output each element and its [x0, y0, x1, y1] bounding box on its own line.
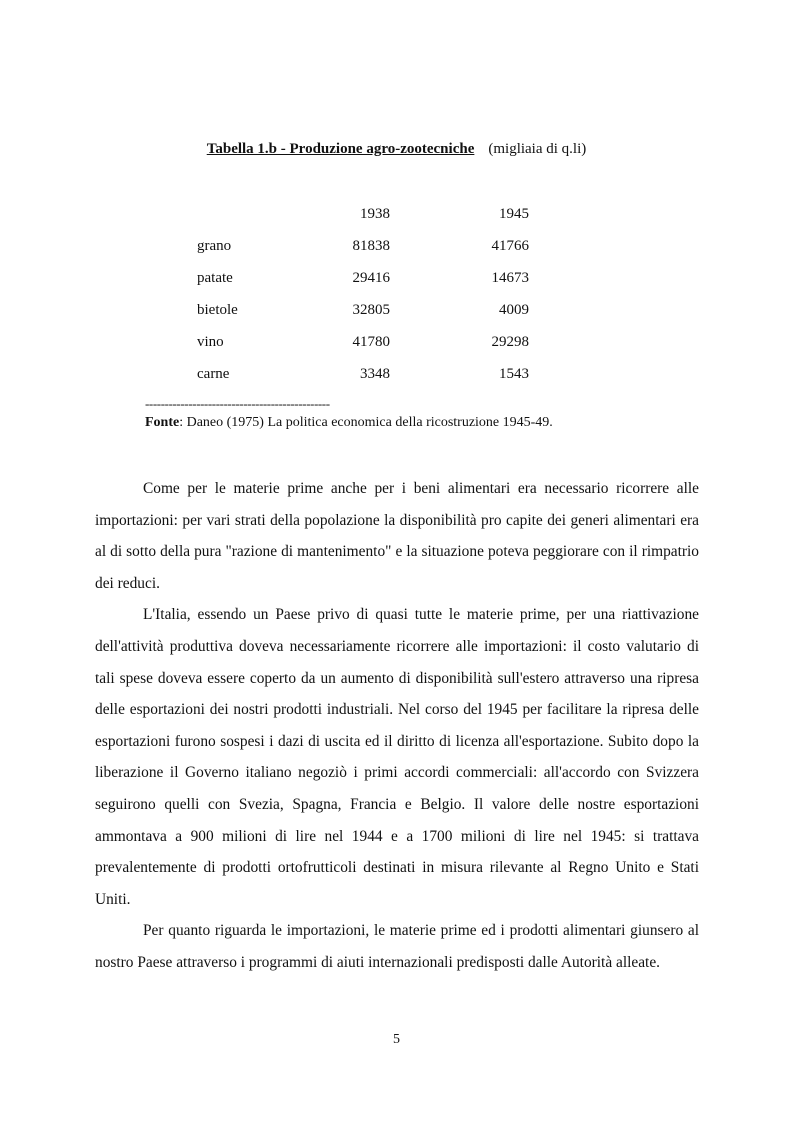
table-caption — [0, 141, 793, 158]
cell-grano-1945: 41766 — [491, 238, 529, 254]
cell-carne-1938: 3348 — [360, 366, 390, 382]
table-title: Tabella 1.b - Produzione agro-zootecniche — [206, 141, 475, 157]
table-source — [145, 415, 553, 431]
row-label-carne: carne — [197, 366, 230, 382]
source-label: Fonte — [145, 415, 180, 430]
column-header-1938: 1938 — [360, 206, 390, 222]
page-number: 5 — [393, 1032, 400, 1047]
cell-patate-1938: 29416 — [352, 270, 390, 286]
cell-vino-1945: 29298 — [491, 334, 529, 350]
row-label-bietole: bietole — [197, 302, 238, 318]
cell-patate-1945: 14673 — [491, 270, 529, 286]
cell-bietole-1938: 32805 — [352, 302, 390, 318]
paragraph-1: Come per le materie prime anche per i beni alimentari era necessario ricorrere alle importazioni: per vari strati della popolazione la disponibilità pro capite dei generi alimentari era al di sotto della pura "razione di mantenimento" e la situazione poteva peggiorare con il rimpatrio dei reduci. — [95, 480, 699, 592]
row-label-grano: grano — [197, 238, 232, 254]
paragraph-2: L'Italia, essendo un Paese privo di quasi tutte le materie prime, per una riattivazione dell'attività produttiva doveva necessariamente ricorrere alle importazioni: il costo valutario di tali spese doveva essere coperto da un aumento di disponibilità sull'estero attraverso una ripresa delle esportazioni dei nostri prodotti industriali. Nel corso del 1945 per facilitare la ripresa delle esportazioni furono sospesi i dazi di uscita ed il diritto di licenza all'esportazione. Subito dopo la liberazione il Governo italiano negoziò i primi accordi commerciali: all'accordo con Svizzera seguirono quelli con Svezia, Spagna, Francia e Belgio. Il valore delle nostre esportazioni ammontava a 900 milioni di lire nel 1944 e a 1700 milioni di lire nel 1945: si trattava prevalentemente di prodotti ortofrutticoli destinati in misura rilevante al Regno Unito e Stati Uniti. — [95, 606, 699, 908]
row-label-vino: vino — [197, 334, 224, 350]
body-text — [95, 473, 699, 979]
table-unit: (migliaia di q.li) — [488, 141, 587, 157]
source-text: : Daneo (1975) La politica economica della ricostruzione 1945-49. — [179, 415, 553, 430]
cell-vino-1938: 41780 — [352, 334, 390, 350]
cell-carne-1945: 1543 — [499, 366, 529, 382]
cell-bietole-1945: 4009 — [499, 302, 529, 318]
table-separator: ----------------------------------------------- — [145, 396, 330, 411]
paragraph-3: Per quanto riguarda le importazioni, le materie prime ed i prodotti alimentari giunsero al nostro Paese attraverso i programmi di aiuti internazionali predisposti dalle Autorità alleate. — [95, 922, 699, 971]
cell-grano-1938: 81838 — [352, 238, 390, 254]
column-header-1945: 1945 — [499, 206, 529, 222]
row-label-patate: patate — [197, 270, 233, 286]
